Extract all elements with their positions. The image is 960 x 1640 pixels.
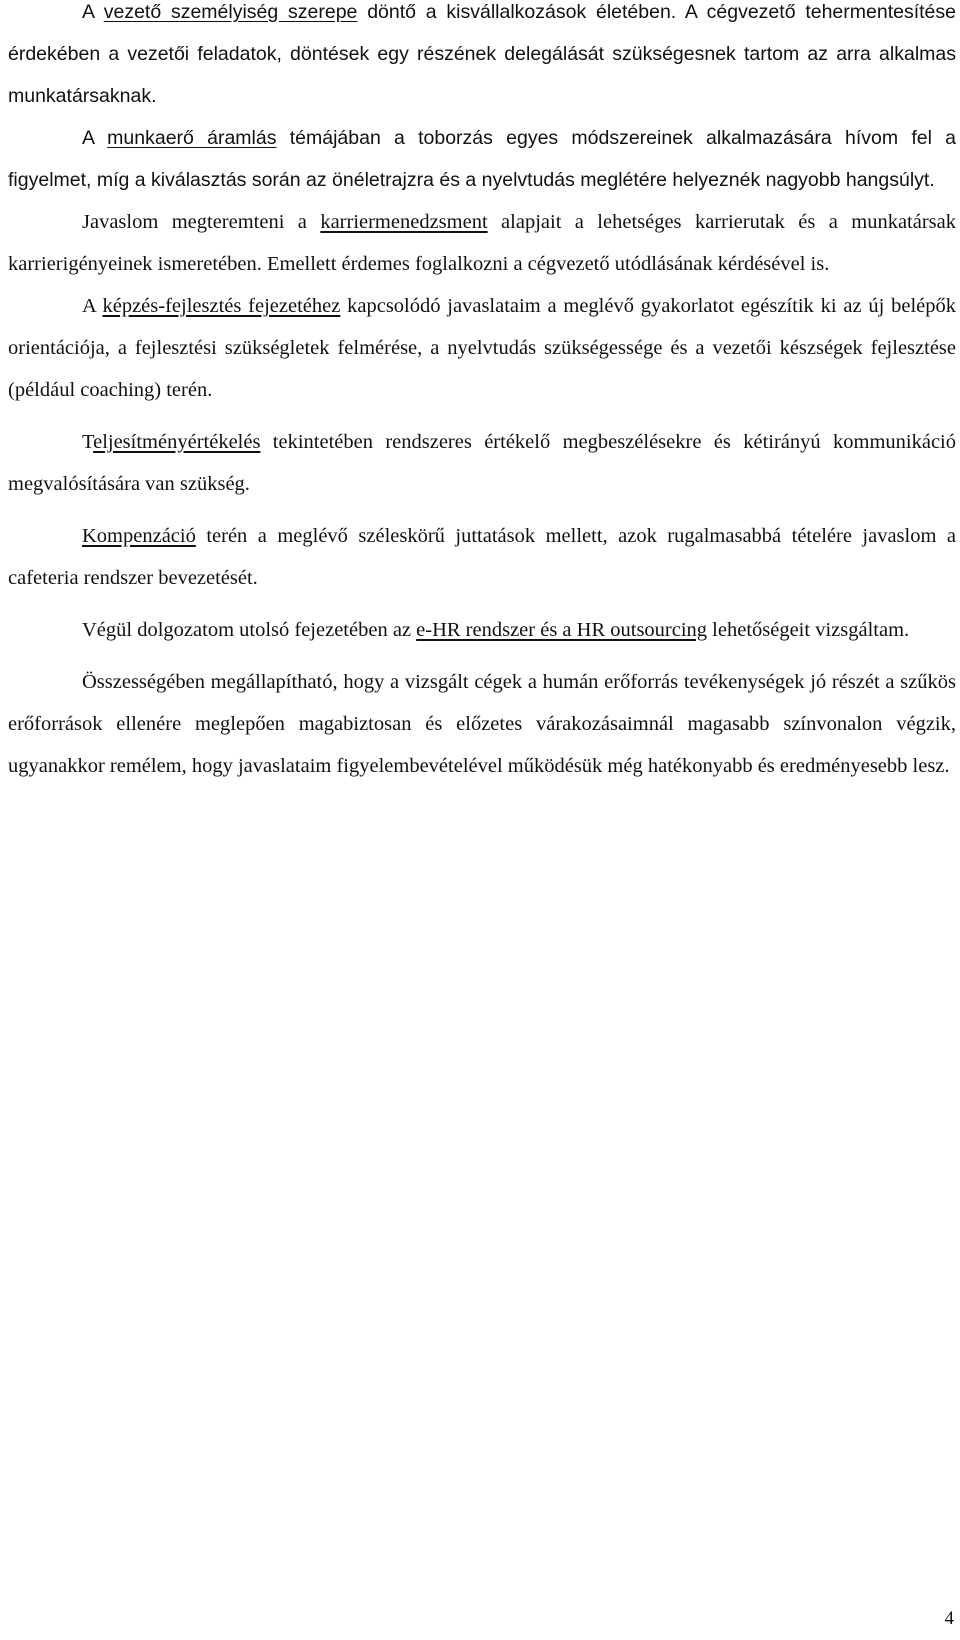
text-segment: A — [82, 1, 104, 23]
text-segment: Összességében megállapítható, hogy a vizsgált cégek a humán erőforrás tevékenységek jó részét a szűkös erőforrások ellenére meglepően magabiztosan és előzetes várakozásaimnál magasabb színvonalon végzik, ugyanakkor remélem, hogy javaslataim figyelembevételével működésük még hatékonyabb és eredményesebb lesz. — [8, 671, 956, 777]
paragraph-summary — [8, 661, 956, 787]
underlined-term: Kompenzáció — [82, 525, 196, 547]
text-segment: Javaslom megteremteni a — [82, 211, 321, 233]
text-segment: A — [82, 127, 108, 149]
text-segment: döntő a kisvállalkozások életében. A cégvezető tehermentesítése érdekében a vezetői feladatok, döntések egy részének delegálását szükségesnek tartom az arra alkalmas munkatársaknak. — [8, 1, 956, 107]
text-segment: lehetőségeit vizsgáltam. — [707, 619, 910, 641]
document-page — [8, 0, 956, 787]
paragraph-workforce-flow — [8, 117, 956, 201]
text-segment: terén a meglévő széleskörű juttatások mellett, azok rugalmasabbá tételére javaslom a cafeteria rendszer bevezetését. — [8, 525, 956, 589]
page-number: 4 — [944, 1608, 954, 1629]
text-segment: alapjait a lehetséges karrierutak és a munkatársak karrierigényeinek ismeretében. Emellett érdemes foglalkozni a cégvezető utódlásának kérdésével is. — [8, 211, 956, 275]
underlined-term: képzés-fejlesztés fejezetéhez — [102, 295, 341, 317]
paragraph-compensation — [8, 515, 956, 599]
underlined-term: munkaerő áramlás — [107, 127, 277, 149]
underlined-term: karriermenedzsment — [320, 211, 488, 233]
text-segment: tekintetében rendszeres értékelő megbeszélésekre és kétirányú kommunikáció megvalósítására van szükség. — [8, 431, 956, 495]
underlined-term: e-HR rendszer és a HR outsourcing — [416, 619, 708, 641]
text-segment: kapcsolódó javaslataim a meglévő gyakorlatot egészítik ki az új belépők orientációja, a fejlesztési szükségletek felmérése, a nyelvtudás szükségessége és a vezetői készségek fejlesztése (például coaching) terén. — [8, 295, 956, 401]
text-segment: T — [82, 431, 94, 453]
text-segment: A — [82, 295, 103, 317]
paragraph-career-management — [8, 201, 956, 285]
text-segment: Végül dolgozatom utolsó fejezetében az — [82, 619, 417, 641]
underlined-term: eljesítményértékelés — [93, 431, 261, 453]
paragraph-ehr — [8, 609, 956, 651]
paragraph-training — [8, 285, 956, 411]
paragraph-leadership — [8, 0, 956, 117]
text-segment: témájában a toborzás egyes módszereinek alkalmazására hívom fel a figyelmet, míg a kiválasztás során az önéletrajzra és a nyelvtudás meglétére helyeznék nagyobb hangsúlyt. — [8, 127, 956, 191]
paragraph-performance — [8, 421, 956, 505]
underlined-term: vezető személyiség szerepe — [103, 1, 358, 23]
